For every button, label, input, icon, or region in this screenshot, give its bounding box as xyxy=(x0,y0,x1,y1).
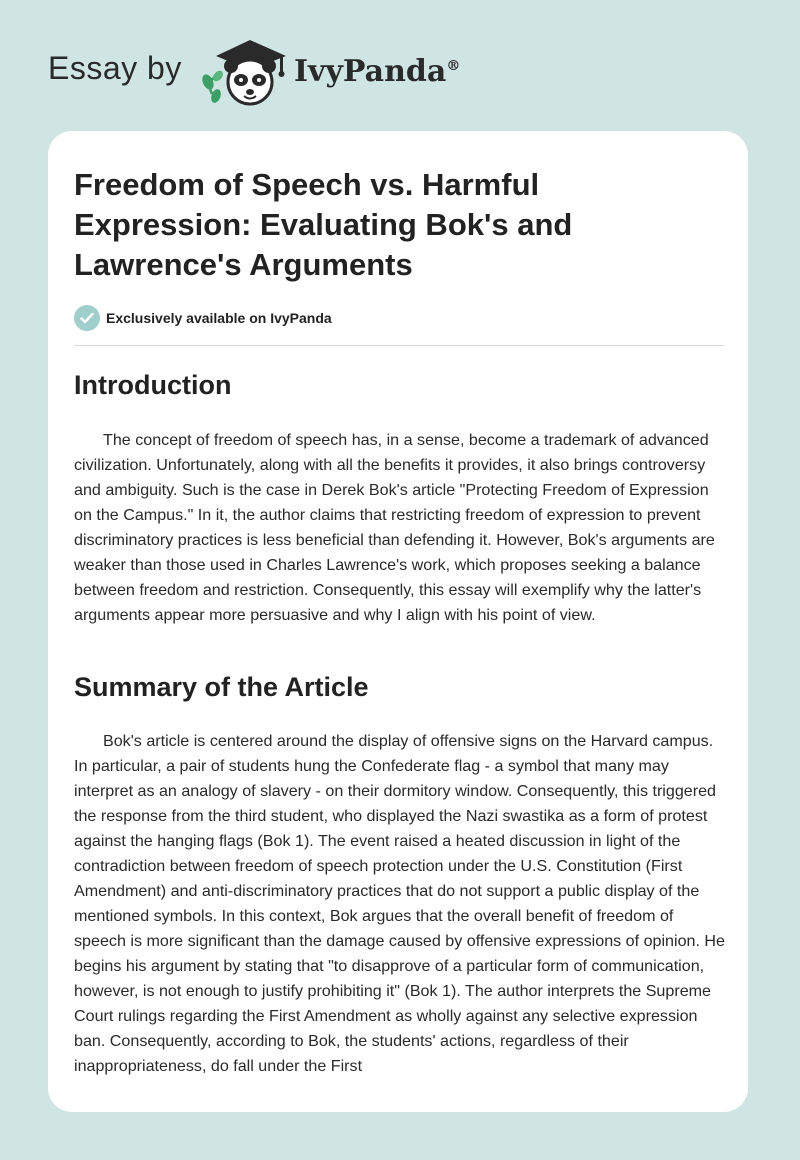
page-title: Freedom of Speech vs. Harmful Expression: Evaluating Bok's and Lawrence's Arguments xyxy=(74,167,573,282)
panda-graduation-cap-icon[interactable] xyxy=(198,36,290,108)
essay-card xyxy=(48,131,748,1112)
exclusive-badge xyxy=(74,305,332,331)
site-header xyxy=(0,0,800,130)
essay-by-label: Essay by xyxy=(48,50,182,86)
trademark-symbol: ® xyxy=(446,58,461,74)
check-circle-icon xyxy=(74,305,100,331)
divider xyxy=(74,345,724,346)
exclusive-label: Exclusively available on IvyPanda xyxy=(106,310,332,326)
brand-name-text: IvyPanda xyxy=(294,54,447,89)
section-paragraph-summary: Bok's article is centered around the display of offensive signs on the Harvard campus. In particular, a pair of students hung the Confederate flag - a symbol that many may interpret as an analogy of slavery - on their dormitory window. Consequently, this triggered the response from the third student, who displayed the Nazi swastika as a form of protest against the hanging flags (Bok 1). The event raised a heated discussion in light of the contradiction between freedom of speech protection under the U.S. Constitution (First Amendment) and anti-discriminatory practices that do not support a public display of the mentioned symbols. In this context, Bok argues that the overall benefit of freedom of speech is more significant than the damage caused by offensive expressions of opinion. He begins his argument by stating that "to disapprove of a particular form of communication, however, is not enough to justify prohibiting it" (Bok 1). The author interprets the Supreme Court rulings regarding the First Amendment as wholly against any selective expression ban. Consequently, according to Bok, the students' actions, regardless of their inappropriateness, do fall under the First xyxy=(74,732,725,1075)
section-heading-summary: Summary of the Article xyxy=(74,672,369,702)
brand-name[interactable] xyxy=(294,54,460,89)
section-paragraph-introduction: The concept of freedom of speech has, in a sense, become a trademark of advanced civilization. Unfortunately, along with all the benefits it provides, it also brings controversy and ambiguity. Such is the case in Derek Bok's article "Protecting Freedom of Expression on the Campus." In it, the author claims that restricting freedom of expression to prevent discriminatory practices is less beneficial than defending it. However, Bok's arguments are weaker than those used in Charles Lawrence's work, which proposes seeking a balance between freedom and restriction. Consequently, this essay will exemplify why the latter's arguments appear more persuasive and why I align with his point of view. xyxy=(74,431,715,624)
section-heading-introduction: Introduction xyxy=(74,370,232,400)
